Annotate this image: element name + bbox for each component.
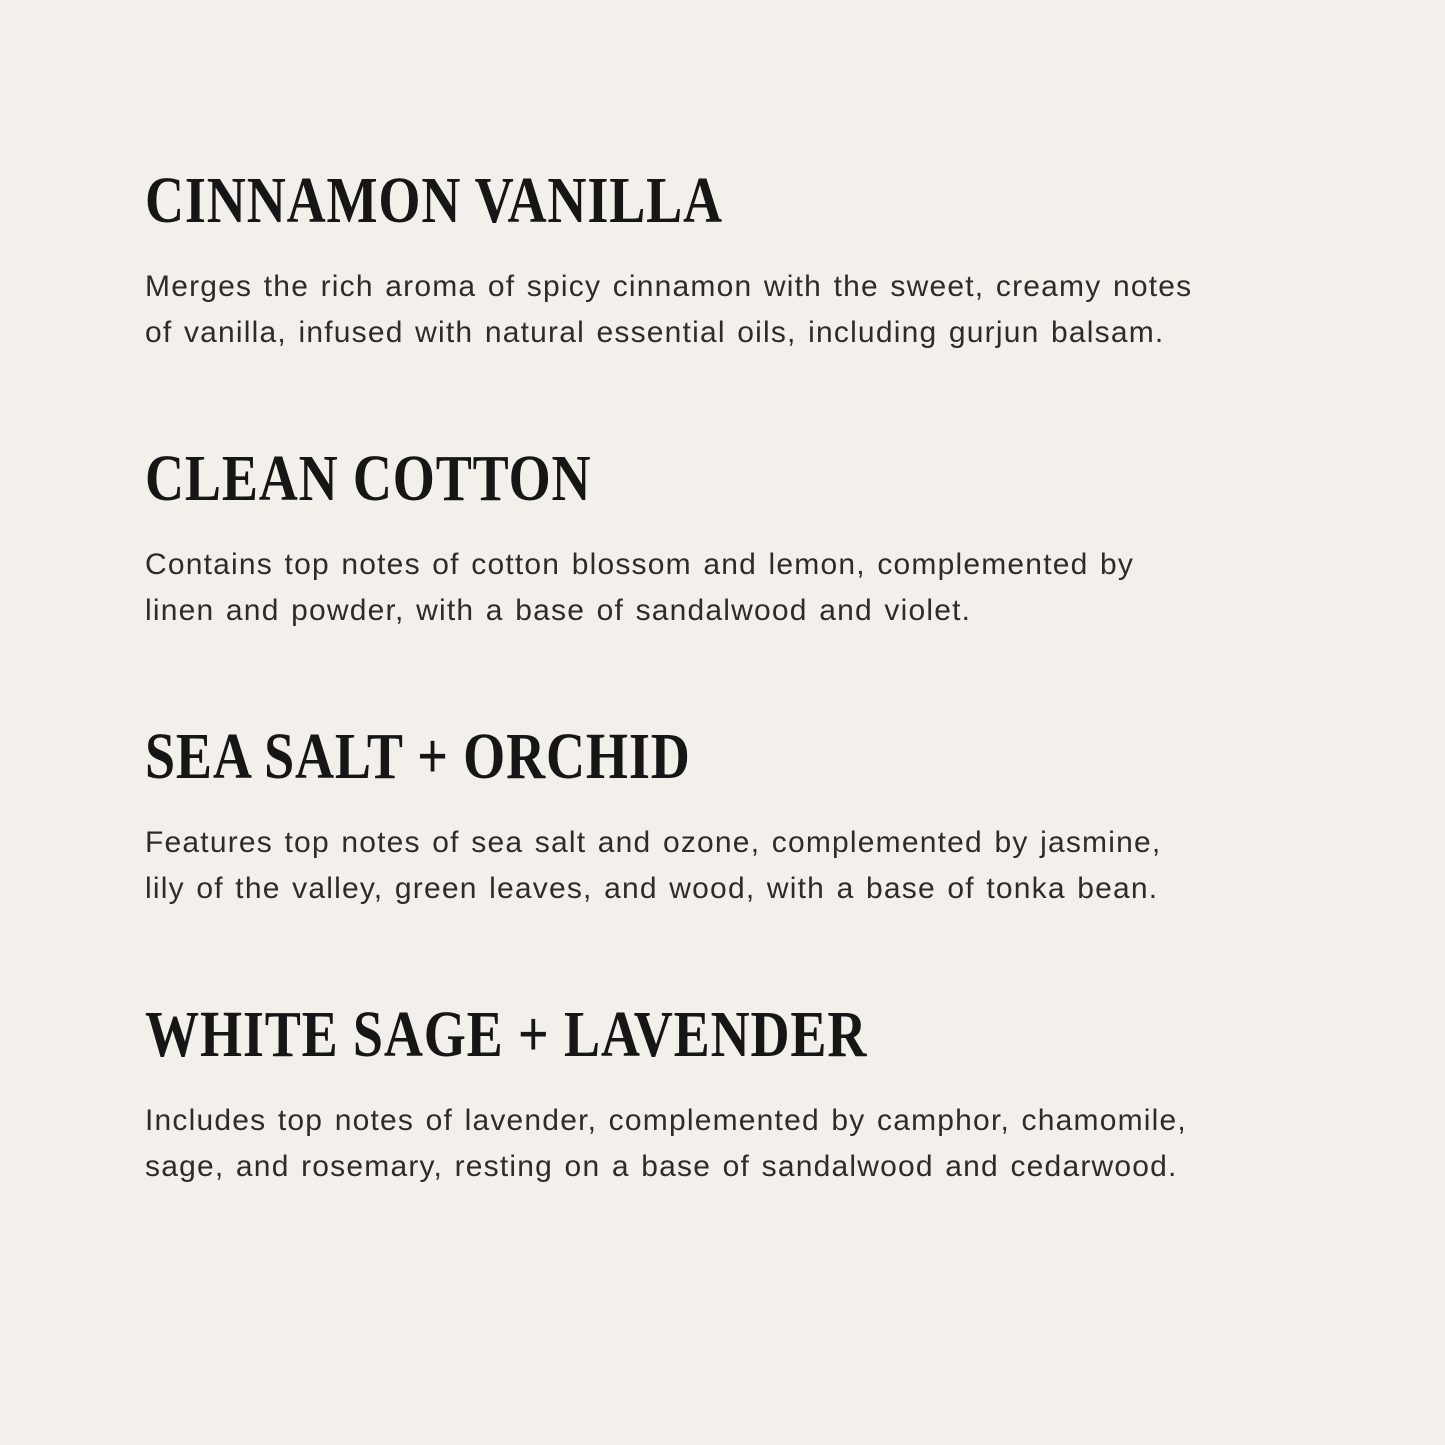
scent-section-white-sage-lavender	[145, 998, 1230, 1190]
scent-description-cinnamon-vanilla: Merges the rich aroma of spicy cinnamon with the sweet, creamy notes of vanilla, infused with natural essential oils, including gurjun balsam.	[145, 270, 1193, 349]
scent-description-sea-salt-orchid: Features top notes of sea salt and ozone, complemented by jasmine, lily of the valley, green leaves, and wood, with a base of tonka bean.	[145, 826, 1162, 905]
scent-section-cinnamon-vanilla	[145, 164, 1230, 356]
scent-title-clean-cotton: CLEAN COTTON	[145, 442, 592, 515]
scent-description-white-sage-lavender: Includes top notes of lavender, complemented by camphor, chamomile, sage, and rosemary, resting on a base of sandalwood and cedarwood.	[145, 1104, 1187, 1183]
scent-description-clean-cotton: Contains top notes of cotton blossom and lemon, complemented by linen and powder, with a base of sandalwood and violet.	[145, 548, 1135, 627]
scent-section-clean-cotton	[145, 442, 1230, 634]
scent-title-white-sage-lavender: WHITE SAGE + LAVENDER	[145, 998, 868, 1071]
scent-title-cinnamon-vanilla: CINNAMON VANILLA	[145, 164, 723, 237]
scent-title-sea-salt-orchid: SEA SALT + ORCHID	[145, 720, 691, 793]
scent-section-sea-salt-orchid	[145, 720, 1230, 912]
